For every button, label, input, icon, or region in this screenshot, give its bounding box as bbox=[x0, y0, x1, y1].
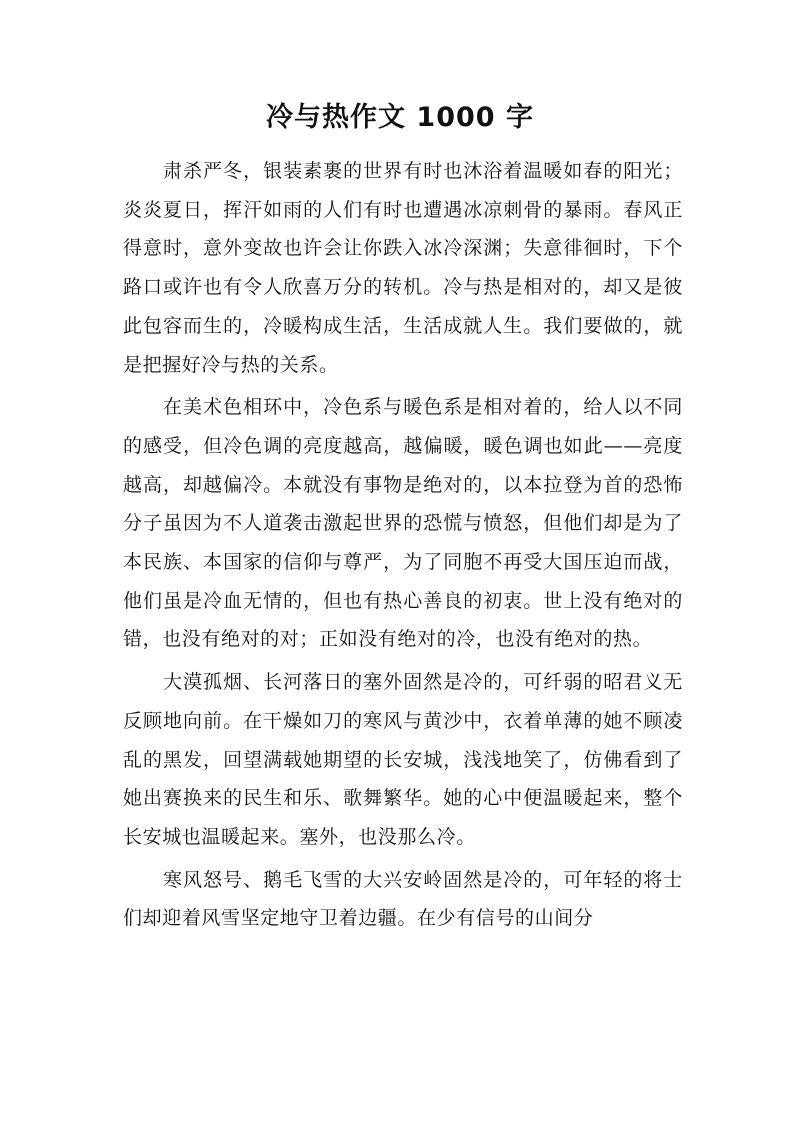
paragraph-2: 在美术色相环中，冷色系与暖色系是相对着的，给人以不同的感受，但冷色调的亮度越高，越偏暖，暖色调也如此——亮度越高，却越偏冷。本就没有事物是绝对的，以本拉登为首的恐怖分子虽因为不人道袭击激起世界的恐慌与愤怒，但他们却是为了本民族、本国家的信仰与尊严，为了同胞不再受大国压迫而战，他们虽是冷血无情的，但也有热心善良的初衷。世上没有绝对的错，也没有绝对的对；正如没有绝对的冷，也没有绝对的热。 bbox=[123, 396, 683, 651]
essay-body bbox=[123, 152, 683, 942]
paragraph-4: 寒风怒号、鹅毛飞雪的大兴安岭固然是冷的，可年轻的将士们却迎着风雪坚定地守卫着边疆。在少有信号的山间分 bbox=[123, 868, 683, 930]
paragraph-1: 肃杀严冬，银装素裹的世界有时也沐浴着温暖如春的阳光；炎炎夏日，挥汗如雨的人们有时也遭遇冰凉刺骨的暴雨。春风正得意时，意外变故也许会让你跌入冰冷深渊；失意徘徊时，下个路口或许也有令人欣喜万分的转机。冷与热是相对的，却又是彼此包容而生的，冷暖构成生活，生活成就人生。我们要做的，就是把握好冷与热的关系。 bbox=[123, 160, 683, 376]
page-title: 冷与热作文 1000 字 bbox=[266, 102, 534, 133]
paragraph-3: 大漠孤烟、长河落日的塞外固然是冷的，可纤弱的昭君义无反顾地向前。在干燥如刀的寒风与黄沙中，衣着单薄的她不顾凌乱的黑发，回望满载她期望的长安城，浅浅地笑了，仿佛看到了她出赛换来的民生和乐、歌舞繁华。她的心中便温暖起来，整个长安城也温暖起来。塞外，也没那么冷。 bbox=[123, 671, 683, 848]
